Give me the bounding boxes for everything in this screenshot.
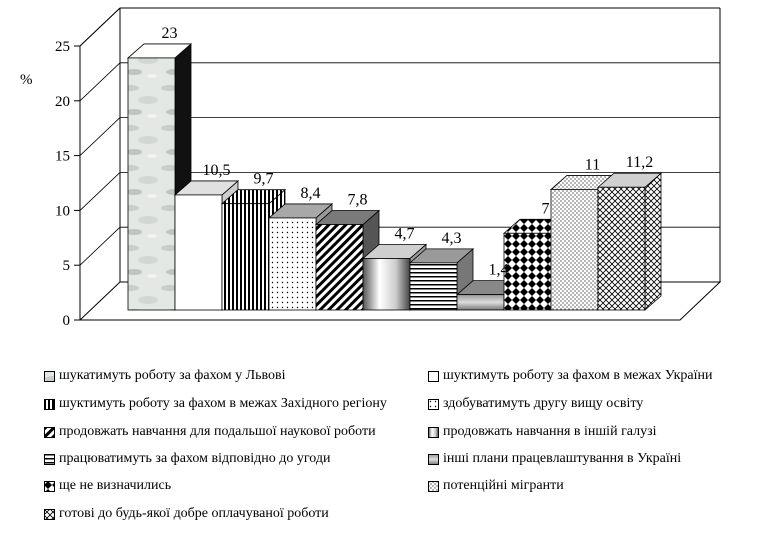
bar-front	[598, 187, 645, 310]
legend-swatch	[44, 454, 55, 465]
legend-item-4	[428, 396, 643, 412]
value-label-9: 7	[541, 200, 550, 218]
legend-label: ще не визначились	[59, 478, 172, 493]
legend-item-8	[428, 451, 681, 467]
value-label-6: 4,7	[394, 225, 415, 243]
legend-swatch	[428, 427, 439, 438]
legend-item-7	[44, 451, 330, 467]
value-label-8: 1,4	[488, 261, 509, 279]
legend-swatch	[44, 427, 55, 438]
legend-label: шукатимуть роботу за фахом у Львові	[59, 368, 286, 383]
value-label-4: 8,4	[300, 184, 321, 202]
legend-label: інші плани працевлаштування в Україні	[443, 451, 682, 466]
legend-label: працюватимуть за фахом відповідно до угоди	[59, 451, 331, 466]
legend-label: здобуватимуть другу вищу освіту	[443, 396, 644, 411]
legend-label: шуктимуть роботу за фахом в межах України	[443, 368, 713, 383]
legend-label: шуктимуть роботу за фахом в межах Західного регіону	[59, 396, 387, 411]
legend-label: продовжать навчання для подальшої наукової роботи	[59, 424, 376, 439]
gridline-left	[80, 172, 120, 210]
y-tick-label: 10	[55, 203, 70, 220]
bar-front	[504, 233, 551, 310]
legend-swatch	[44, 481, 55, 492]
bar-side	[645, 173, 661, 310]
legend-item-2	[428, 368, 712, 384]
legend-item-11	[44, 506, 329, 522]
y-axis-label: %	[20, 72, 33, 88]
bar-front	[363, 258, 410, 310]
legend-item-5	[44, 424, 376, 440]
value-label-11: 11,2	[625, 154, 654, 172]
legend-item-3	[44, 396, 387, 412]
legend-item-9	[44, 478, 171, 494]
legend-item-1	[44, 368, 286, 384]
legend-swatch	[428, 454, 439, 465]
legend-swatch	[428, 399, 439, 410]
value-label-2: 10,5	[202, 161, 231, 179]
legend-item-10	[428, 478, 564, 494]
value-label-3: 9,7	[253, 170, 274, 188]
gridline-left	[80, 227, 120, 265]
bar-front	[175, 195, 222, 310]
legend-swatch	[44, 509, 55, 520]
gridline-left	[80, 118, 120, 156]
y-tick-label: 0	[62, 313, 70, 329]
value-label-1: 23	[161, 24, 178, 42]
value-label-10: 11	[584, 156, 601, 174]
bar-front	[222, 204, 269, 310]
legend-swatch	[44, 371, 55, 382]
y-tick-label: 25	[55, 39, 70, 55]
bar-front	[269, 218, 316, 310]
legend-label: потенційні мігранти	[443, 478, 564, 493]
y-tick-label: 20	[55, 93, 70, 110]
legend-item-6	[428, 424, 657, 440]
bar-front	[551, 189, 598, 310]
legend-swatch	[44, 399, 55, 410]
legend-label: продовжать навчання в іншій галузі	[443, 424, 657, 439]
bar-front	[128, 58, 175, 310]
bar-front	[410, 263, 457, 310]
legend-swatch	[428, 481, 439, 492]
legend-swatch	[428, 371, 439, 382]
y-tick-label: 15	[55, 148, 70, 165]
bar-front	[457, 295, 504, 310]
gridline-left	[80, 63, 120, 101]
bar-front	[316, 225, 363, 310]
legend-label: готові до будь-якої добре оплачуваної роботи	[59, 506, 329, 521]
gridline-left	[80, 8, 120, 46]
bar-11	[598, 173, 661, 310]
value-label-5: 7,8	[347, 191, 368, 209]
value-label-7: 4,3	[441, 229, 462, 247]
y-tick-label: 5	[62, 258, 70, 275]
y-axis-ticks	[55, 39, 80, 329]
